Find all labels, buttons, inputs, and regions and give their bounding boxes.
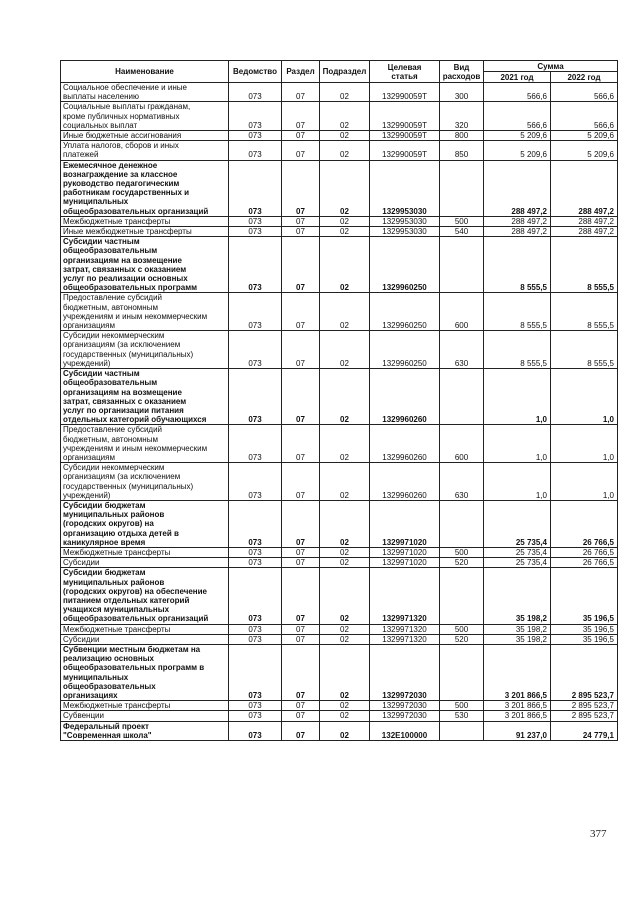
cell-target-article: 1329971320: [370, 634, 440, 644]
cell-name: Межбюджетные трансферты: [61, 216, 229, 226]
table-row: [61, 463, 618, 501]
table-row: [61, 634, 618, 644]
cell-expense-type: 630: [440, 463, 484, 501]
cell-name: Уплата налогов, сборов и иных платежей: [61, 141, 229, 160]
cell-amount-2022: 35 196,5: [551, 624, 618, 634]
cell-name: Субсидии некоммерческим организациям (за исключением государственных (муниципальных) учреждений): [61, 331, 229, 369]
cell-podrazdel: 02: [320, 644, 370, 700]
cell-target-article: 1329972030: [370, 644, 440, 700]
cell-amount-2021: 8 555,5: [484, 331, 551, 369]
cell-podrazdel: 02: [320, 721, 370, 740]
budget-table-container: [60, 60, 617, 741]
cell-razdel: 07: [282, 711, 320, 721]
cell-vedomstvo: 073: [229, 160, 282, 216]
header-expense-type: Вид расходов: [440, 61, 484, 83]
cell-name: Федеральный проект "Современная школа": [61, 721, 229, 740]
cell-razdel: 07: [282, 634, 320, 644]
table-row: [61, 131, 618, 141]
cell-amount-2021: 35 198,2: [484, 624, 551, 634]
header-year-2022: 2022 год: [551, 72, 618, 83]
cell-amount-2021: 5 209,6: [484, 141, 551, 160]
cell-vedomstvo: 073: [229, 369, 282, 425]
cell-name: Иные межбюджетные трансферты: [61, 227, 229, 237]
cell-razdel: 07: [282, 425, 320, 463]
cell-expense-type: 500: [440, 547, 484, 557]
cell-amount-2022: 288 497,2: [551, 227, 618, 237]
cell-name: Субсидии бюджетам муниципальных районов (городских округов) на обеспечение питанием отдельных категорий учащихся муниципальных общеобразовательных организаций: [61, 568, 229, 624]
cell-amount-2022: 35 196,5: [551, 634, 618, 644]
cell-amount-2022: 26 766,5: [551, 500, 618, 547]
cell-expense-type: 600: [440, 425, 484, 463]
cell-vedomstvo: 073: [229, 102, 282, 131]
cell-name: Субсидии бюджетам муниципальных районов (городских округов) на организацию отдыха детей в каникулярное время: [61, 500, 229, 547]
cell-podrazdel: 02: [320, 331, 370, 369]
cell-podrazdel: 02: [320, 102, 370, 131]
cell-expense-type: 630: [440, 331, 484, 369]
cell-podrazdel: 02: [320, 237, 370, 293]
table-row: [61, 701, 618, 711]
cell-razdel: 07: [282, 568, 320, 624]
cell-podrazdel: 02: [320, 711, 370, 721]
cell-podrazdel: 02: [320, 369, 370, 425]
cell-amount-2021: 566,6: [484, 83, 551, 102]
cell-podrazdel: 02: [320, 131, 370, 141]
cell-target-article: 1329960260: [370, 463, 440, 501]
table-row: [61, 83, 618, 102]
cell-vedomstvo: 073: [229, 721, 282, 740]
table-row: [61, 721, 618, 740]
cell-target-article: 1329960260: [370, 369, 440, 425]
cell-amount-2021: 288 497,2: [484, 216, 551, 226]
cell-razdel: 07: [282, 216, 320, 226]
cell-target-article: 1329971020: [370, 500, 440, 547]
cell-razdel: 07: [282, 369, 320, 425]
cell-amount-2022: 566,6: [551, 83, 618, 102]
cell-amount-2021: 8 555,5: [484, 237, 551, 293]
cell-razdel: 07: [282, 463, 320, 501]
cell-name: Предоставление субсидий бюджетным, автономным учреждениям и иным некоммерческим организациям: [61, 293, 229, 331]
cell-amount-2022: 288 497,2: [551, 216, 618, 226]
cell-name: Ежемесячное денежное вознаграждение за классное руководство педагогическим работникам государственных и муниципальных общеобразовательных организаций: [61, 160, 229, 216]
cell-amount-2022: 26 766,5: [551, 558, 618, 568]
cell-amount-2022: 8 555,5: [551, 237, 618, 293]
cell-name: Социальные выплаты гражданам, кроме публичных нормативных социальных выплат: [61, 102, 229, 131]
cell-amount-2021: 25 735,4: [484, 500, 551, 547]
cell-podrazdel: 02: [320, 558, 370, 568]
cell-vedomstvo: 073: [229, 558, 282, 568]
cell-vedomstvo: 073: [229, 293, 282, 331]
cell-expense-type: 300: [440, 83, 484, 102]
cell-vedomstvo: 073: [229, 83, 282, 102]
cell-amount-2022: 5 209,6: [551, 141, 618, 160]
cell-amount-2021: 8 555,5: [484, 293, 551, 331]
table-row: [61, 216, 618, 226]
cell-expense-type: 540: [440, 227, 484, 237]
table-row: [61, 227, 618, 237]
header-summa: Сумма: [484, 61, 618, 72]
cell-razdel: 07: [282, 558, 320, 568]
cell-amount-2021: 3 201 866,5: [484, 711, 551, 721]
cell-razdel: 07: [282, 500, 320, 547]
cell-expense-type: [440, 644, 484, 700]
cell-podrazdel: 02: [320, 83, 370, 102]
cell-vedomstvo: 073: [229, 568, 282, 624]
cell-vedomstvo: 073: [229, 624, 282, 634]
cell-name: Иные бюджетные ассигнования: [61, 131, 229, 141]
cell-razdel: 07: [282, 644, 320, 700]
cell-expense-type: [440, 500, 484, 547]
cell-vedomstvo: 073: [229, 634, 282, 644]
cell-podrazdel: 02: [320, 500, 370, 547]
cell-podrazdel: 02: [320, 547, 370, 557]
cell-expense-type: 500: [440, 624, 484, 634]
cell-razdel: 07: [282, 624, 320, 634]
cell-razdel: 07: [282, 141, 320, 160]
cell-target-article: 132Е100000: [370, 721, 440, 740]
cell-expense-type: 800: [440, 131, 484, 141]
cell-target-article: 1329953030: [370, 160, 440, 216]
cell-target-article: 1329971020: [370, 558, 440, 568]
cell-expense-type: [440, 237, 484, 293]
cell-amount-2021: 566,6: [484, 102, 551, 131]
cell-vedomstvo: 073: [229, 425, 282, 463]
cell-target-article: 1329960250: [370, 293, 440, 331]
cell-target-article: 132990059Т: [370, 83, 440, 102]
cell-amount-2021: 288 497,2: [484, 227, 551, 237]
cell-amount-2022: 24 779,1: [551, 721, 618, 740]
cell-amount-2022: 35 196,5: [551, 568, 618, 624]
cell-name: Субвенции местным бюджетам на реализацию основных общеобразовательных программ в муниципальных общеобразовательных организациях: [61, 644, 229, 700]
header-year-2021: 2021 год: [484, 72, 551, 83]
page-number: 377: [590, 828, 607, 840]
cell-vedomstvo: 073: [229, 644, 282, 700]
cell-podrazdel: 02: [320, 227, 370, 237]
cell-vedomstvo: 073: [229, 227, 282, 237]
cell-target-article: 1329972030: [370, 701, 440, 711]
cell-amount-2022: 2 895 523,7: [551, 711, 618, 721]
cell-name: Субсидии частным общеобразовательным организациям на возмещение затрат, связанных с оказанием услуг по организации питания отдельных категорий обучающихся: [61, 369, 229, 425]
cell-name: Субсидии: [61, 634, 229, 644]
cell-expense-type: 530: [440, 711, 484, 721]
cell-amount-2022: 566,6: [551, 102, 618, 131]
table-row: [61, 331, 618, 369]
header-target-article: Целевая статья: [370, 61, 440, 83]
header-razdel: Раздел: [282, 61, 320, 83]
cell-amount-2022: 8 555,5: [551, 293, 618, 331]
table-row: [61, 558, 618, 568]
cell-expense-type: 500: [440, 701, 484, 711]
table-row: [61, 369, 618, 425]
cell-razdel: 07: [282, 293, 320, 331]
cell-amount-2021: 35 198,2: [484, 568, 551, 624]
cell-amount-2022: 1,0: [551, 463, 618, 501]
cell-name: Межбюджетные трансферты: [61, 547, 229, 557]
cell-razdel: 07: [282, 131, 320, 141]
cell-razdel: 07: [282, 721, 320, 740]
header-podrazdel: Подраздел: [320, 61, 370, 83]
cell-vedomstvo: 073: [229, 216, 282, 226]
cell-amount-2022: 1,0: [551, 425, 618, 463]
cell-name: Субсидии: [61, 558, 229, 568]
table-row: [61, 141, 618, 160]
cell-podrazdel: 02: [320, 293, 370, 331]
table-row: [61, 160, 618, 216]
table-row: [61, 711, 618, 721]
cell-expense-type: 320: [440, 102, 484, 131]
cell-razdel: 07: [282, 331, 320, 369]
cell-amount-2022: 5 209,6: [551, 131, 618, 141]
cell-name: Субсидии частным общеобразовательным организациям на возмещение затрат, связанных с оказанием услуг по реализации основных общеобразовательных программ: [61, 237, 229, 293]
cell-expense-type: 520: [440, 558, 484, 568]
cell-podrazdel: 02: [320, 160, 370, 216]
cell-podrazdel: 02: [320, 141, 370, 160]
cell-amount-2021: 1,0: [484, 369, 551, 425]
table-body: [61, 83, 618, 741]
cell-amount-2021: 25 735,4: [484, 547, 551, 557]
cell-podrazdel: 02: [320, 463, 370, 501]
cell-amount-2022: 2 895 523,7: [551, 644, 618, 700]
cell-amount-2022: 1,0: [551, 369, 618, 425]
cell-razdel: 07: [282, 547, 320, 557]
table-row: [61, 425, 618, 463]
cell-vedomstvo: 073: [229, 701, 282, 711]
cell-podrazdel: 02: [320, 634, 370, 644]
table-row: [61, 500, 618, 547]
cell-podrazdel: 02: [320, 425, 370, 463]
table-row: [61, 644, 618, 700]
cell-amount-2021: 1,0: [484, 463, 551, 501]
cell-amount-2021: 25 735,4: [484, 558, 551, 568]
cell-podrazdel: 02: [320, 624, 370, 634]
cell-target-article: 1329971320: [370, 624, 440, 634]
cell-vedomstvo: 073: [229, 547, 282, 557]
cell-razdel: 07: [282, 102, 320, 131]
cell-amount-2021: 288 497,2: [484, 160, 551, 216]
cell-expense-type: 500: [440, 216, 484, 226]
cell-amount-2021: 35 198,2: [484, 634, 551, 644]
cell-target-article: 1329953030: [370, 216, 440, 226]
cell-target-article: 1329971020: [370, 547, 440, 557]
cell-target-article: 1329960260: [370, 425, 440, 463]
cell-vedomstvo: 073: [229, 711, 282, 721]
cell-amount-2021: 91 237,0: [484, 721, 551, 740]
cell-target-article: 132990059Т: [370, 141, 440, 160]
budget-table: [60, 60, 618, 741]
cell-expense-type: [440, 369, 484, 425]
cell-amount-2022: 288 497,2: [551, 160, 618, 216]
cell-vedomstvo: 073: [229, 141, 282, 160]
cell-vedomstvo: 073: [229, 131, 282, 141]
header-vedomstvo: Ведомство: [229, 61, 282, 83]
cell-amount-2021: 3 201 866,5: [484, 644, 551, 700]
cell-expense-type: [440, 721, 484, 740]
cell-vedomstvo: 073: [229, 331, 282, 369]
cell-expense-type: 850: [440, 141, 484, 160]
cell-target-article: 1329953030: [370, 227, 440, 237]
cell-amount-2021: 1,0: [484, 425, 551, 463]
cell-expense-type: [440, 568, 484, 624]
cell-amount-2021: 3 201 866,5: [484, 701, 551, 711]
cell-name: Межбюджетные трансферты: [61, 624, 229, 634]
cell-name: Субвенции: [61, 711, 229, 721]
cell-expense-type: 520: [440, 634, 484, 644]
cell-amount-2022: 2 895 523,7: [551, 701, 618, 711]
table-row: [61, 624, 618, 634]
cell-podrazdel: 02: [320, 701, 370, 711]
cell-target-article: 1329971320: [370, 568, 440, 624]
cell-razdel: 07: [282, 160, 320, 216]
cell-amount-2021: 5 209,6: [484, 131, 551, 141]
cell-target-article: 1329960250: [370, 237, 440, 293]
cell-expense-type: 600: [440, 293, 484, 331]
cell-name: Предоставление субсидий бюджетным, автономным учреждениям и иным некоммерческим организациям: [61, 425, 229, 463]
cell-razdel: 07: [282, 83, 320, 102]
cell-vedomstvo: 073: [229, 463, 282, 501]
cell-razdel: 07: [282, 237, 320, 293]
cell-target-article: 1329960250: [370, 331, 440, 369]
table-row: [61, 293, 618, 331]
table-row: [61, 237, 618, 293]
cell-razdel: 07: [282, 701, 320, 711]
cell-expense-type: [440, 160, 484, 216]
cell-razdel: 07: [282, 227, 320, 237]
cell-name: Субсидии некоммерческим организациям (за исключением государственных (муниципальных) учреждений): [61, 463, 229, 501]
table-row: [61, 547, 618, 557]
cell-podrazdel: 02: [320, 216, 370, 226]
cell-name: Социальное обеспечение и иные выплаты населению: [61, 83, 229, 102]
header-name: Наименование: [61, 61, 229, 83]
cell-vedomstvo: 073: [229, 500, 282, 547]
cell-target-article: 1329972030: [370, 711, 440, 721]
cell-vedomstvo: 073: [229, 237, 282, 293]
cell-amount-2022: 8 555,5: [551, 331, 618, 369]
table-header: [61, 61, 618, 83]
cell-name: Межбюджетные трансферты: [61, 701, 229, 711]
cell-target-article: 132990059Т: [370, 102, 440, 131]
cell-amount-2022: 26 766,5: [551, 547, 618, 557]
cell-target-article: 132990059Т: [370, 131, 440, 141]
cell-podrazdel: 02: [320, 568, 370, 624]
table-row: [61, 568, 618, 624]
table-row: [61, 102, 618, 131]
